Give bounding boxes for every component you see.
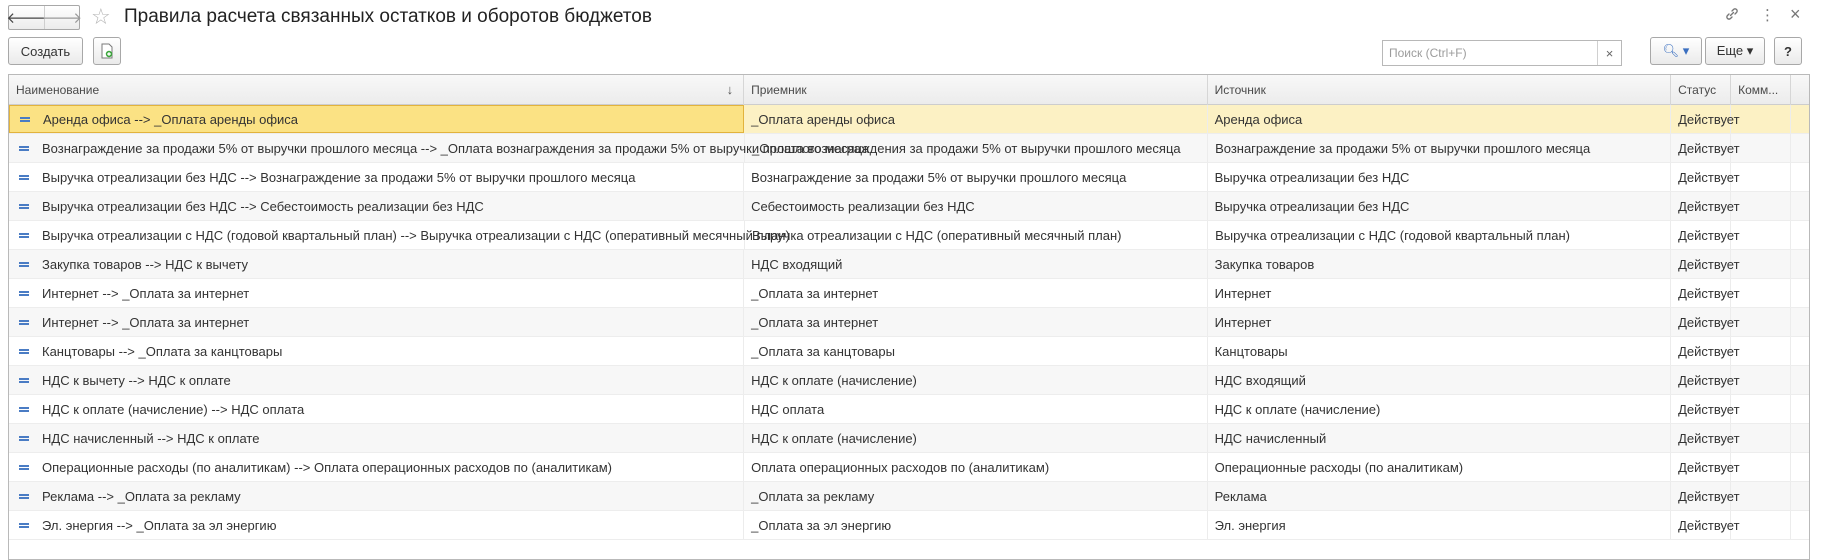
cell-filler (1791, 250, 1809, 278)
cell-status[interactable] (1671, 395, 1740, 423)
cell-name[interactable] (9, 337, 744, 365)
cell-source-text: Интернет (1214, 314, 1272, 330)
cell-status[interactable] (1671, 105, 1740, 133)
clear-search-button[interactable]: × (1597, 41, 1621, 65)
arrow-left-icon: 🡐 (6, 10, 47, 27)
cell-status[interactable] (1671, 366, 1740, 394)
cell-status-text: Действует (1678, 517, 1740, 533)
close-button[interactable]: × (1790, 4, 1801, 24)
cell-receiver-text: Вознаграждение за продажи 5% от выручки прошлого месяца (751, 169, 1127, 185)
cell-filler (1791, 395, 1809, 423)
cell-source[interactable] (1208, 163, 1671, 191)
cell-name[interactable] (9, 308, 744, 336)
cell-comment[interactable] (1731, 511, 1791, 539)
table-row[interactable] (9, 192, 1809, 221)
rules-table (8, 74, 1810, 560)
cell-status-text: Действует (1678, 256, 1740, 272)
catalog-item-icon (19, 349, 29, 354)
catalog-item-icon (20, 117, 30, 122)
cell-status-text: Действует (1678, 488, 1740, 504)
cell-receiver[interactable] (744, 279, 1207, 307)
cell-name[interactable] (9, 424, 744, 452)
catalog-item-icon (19, 146, 29, 151)
cell-filler (1791, 308, 1809, 336)
cell-receiver-text: _Оплата за интернет (751, 285, 879, 301)
cell-filler (1791, 221, 1809, 249)
cell-source[interactable] (1208, 424, 1671, 452)
catalog-item-icon (19, 233, 29, 238)
more-button[interactable]: Еще ▾ (1705, 37, 1765, 65)
cell-status[interactable] (1671, 250, 1740, 278)
cell-source-text: Закупка товаров (1214, 256, 1315, 272)
cell-receiver-text: НДС к оплате (начисление) (751, 372, 917, 388)
table-row[interactable] (9, 366, 1809, 395)
cell-comment[interactable] (1731, 105, 1791, 133)
cell-name-text: Вознаграждение за продажи 5% от выручки прошлого месяца --> _Оплата вознаграждения за продажи 5% от выручки прошлого месяца (42, 140, 870, 156)
window-title: Правила расчета связанных остатков и оборотов бюджетов (124, 6, 652, 27)
cell-receiver[interactable] (744, 105, 1207, 133)
cell-name-text: Аренда офиса --> _Оплата аренды офиса (43, 111, 299, 127)
table-row[interactable] (9, 221, 1809, 250)
cell-source-text: Реклама (1214, 488, 1267, 504)
cell-source[interactable] (1208, 279, 1671, 307)
table-row[interactable] (9, 134, 1809, 163)
cell-status[interactable] (1671, 308, 1740, 336)
cell-name-text: Интернет --> _Оплата за интернет (42, 314, 250, 330)
table-body (9, 105, 1809, 540)
table-row[interactable] (9, 453, 1809, 482)
cell-status[interactable] (1671, 279, 1740, 307)
cell-receiver[interactable] (744, 511, 1207, 539)
cell-status[interactable] (1671, 453, 1740, 481)
cell-comment[interactable] (1731, 134, 1791, 162)
cell-name-text: Эл. энергия --> _Оплата за эл энергию (42, 517, 277, 533)
cell-receiver[interactable] (744, 308, 1207, 336)
cell-receiver[interactable] (744, 192, 1207, 220)
cell-status-text: Действует (1678, 401, 1740, 417)
catalog-item-icon (19, 291, 29, 296)
cell-receiver-text: НДС входящий (751, 256, 843, 272)
catalog-item-icon (19, 523, 29, 528)
table-row[interactable] (9, 105, 1809, 134)
cell-receiver-text: _Оплата за рекламу (751, 488, 875, 504)
cell-source[interactable] (1208, 366, 1671, 394)
cell-name-text: Операционные расходы (по аналитикам) --> Оплата операционных расходов по (аналитикам) (42, 459, 612, 475)
cell-filler (1791, 511, 1809, 539)
table-row[interactable] (9, 395, 1809, 424)
cell-status-text: Действует (1678, 227, 1740, 243)
cell-comment[interactable] (1731, 192, 1791, 220)
cell-source[interactable] (1208, 511, 1671, 539)
cell-receiver-text: _Оплата за канцтовары (751, 343, 895, 359)
cell-filler (1791, 337, 1809, 365)
cell-comment[interactable] (1731, 221, 1791, 249)
cell-name-text: Выручка отреализации без НДС --> Себестоимость реализации без НДС (42, 198, 484, 214)
cell-name[interactable] (9, 163, 744, 191)
cell-name-text: Канцтовары --> _Оплата за канцтовары (42, 343, 283, 359)
search-options-button[interactable]: 🔍︎ ▾ (1650, 37, 1702, 65)
cell-receiver-text: _Оплата аренды офиса (751, 111, 896, 127)
cell-filler (1791, 134, 1809, 162)
column-header-source[interactable]: Источник (1208, 75, 1671, 105)
cell-source-text: НДС к оплате (начисление) (1214, 401, 1381, 417)
catalog-item-icon (19, 494, 29, 499)
cell-comment[interactable] (1731, 337, 1791, 365)
cell-name[interactable] (9, 279, 744, 307)
cell-filler (1791, 279, 1809, 307)
cell-receiver-text: НДС к оплате (начисление) (751, 430, 917, 446)
cell-source[interactable] (1208, 308, 1671, 336)
title-bar (0, 0, 1822, 36)
cell-receiver[interactable] (744, 395, 1207, 423)
cell-source-text: Аренда офиса (1214, 111, 1303, 127)
table-row[interactable] (9, 308, 1809, 337)
catalog-item-icon (19, 378, 29, 383)
cell-receiver[interactable] (744, 337, 1207, 365)
search-input[interactable] (1383, 41, 1597, 65)
catalog-item-icon (19, 262, 29, 267)
cell-comment[interactable] (1731, 482, 1791, 510)
cell-source[interactable] (1208, 192, 1671, 220)
cell-status[interactable] (1671, 337, 1740, 365)
cell-source-text: Выручка отреализации с НДС (годовой квартальный план) (1215, 227, 1570, 243)
column-header-receiver[interactable]: Приемник (744, 75, 1207, 105)
cell-source-text: НДС входящий (1214, 372, 1306, 388)
back-button[interactable] (6, 6, 47, 29)
cell-name[interactable] (9, 511, 744, 539)
cell-source-text: Интернет (1214, 285, 1272, 301)
cell-name-text: Выручка отреализации с НДС (годовой квартальный план) --> Выручка отреализации с НДС (оперативный месячный план) (42, 227, 790, 243)
cell-filler (1791, 192, 1809, 220)
cell-receiver[interactable] (744, 163, 1207, 191)
cell-filler (1791, 424, 1809, 452)
link-icon[interactable] (1724, 6, 1740, 28)
cell-source[interactable] (1208, 482, 1671, 510)
cell-receiver-text: _Оплата за интернет (751, 314, 879, 330)
cell-status[interactable] (1671, 221, 1740, 249)
cell-name[interactable] (9, 221, 790, 249)
cell-source-text: Выручка отреализации без НДС (1214, 169, 1410, 185)
cell-source[interactable] (1208, 134, 1671, 162)
cell-source[interactable] (1208, 105, 1671, 133)
document-add-icon (100, 43, 114, 59)
cell-name[interactable] (9, 250, 744, 278)
cell-status-text: Действует (1678, 140, 1740, 156)
cell-status-text: Действует (1678, 430, 1740, 446)
cell-comment[interactable] (1731, 424, 1791, 452)
column-header-status[interactable]: Статус (1671, 75, 1731, 105)
cell-receiver[interactable] (744, 453, 1207, 481)
cell-status-text: Действует (1678, 198, 1740, 214)
column-header-filler (1791, 75, 1809, 105)
help-button[interactable]: ? (1774, 37, 1802, 65)
cell-comment[interactable] (1731, 250, 1791, 278)
cell-source[interactable] (1208, 395, 1671, 423)
cell-receiver-text: _Оплата за эл энергию (751, 517, 892, 533)
table-row[interactable] (9, 424, 1809, 453)
toolbar (0, 37, 1822, 71)
cell-source[interactable] (1208, 250, 1671, 278)
catalog-item-icon (19, 436, 29, 441)
cell-source-text: Операционные расходы (по аналитикам) (1214, 459, 1464, 475)
cell-status-text: Действует (1678, 285, 1740, 301)
star-icon[interactable]: ☆ (91, 4, 111, 29)
cell-comment[interactable] (1731, 453, 1791, 481)
cell-name[interactable] (9, 192, 744, 220)
cell-status-text: Действует (1678, 111, 1740, 127)
cell-receiver-text: НДС оплата (751, 401, 825, 417)
cell-status-text: Действует (1678, 314, 1740, 330)
cell-name[interactable] (9, 134, 870, 162)
cell-status[interactable] (1671, 482, 1740, 510)
cell-status-text: Действует (1678, 372, 1740, 388)
cell-source[interactable] (1208, 337, 1671, 365)
cell-name-text: Выручка отреализации без НДС --> Вознаграждение за продажи 5% от выручки прошлого месяца (42, 169, 636, 185)
cell-source-text: Эл. энергия (1214, 517, 1286, 533)
cell-receiver[interactable] (744, 424, 1207, 452)
cell-receiver[interactable] (744, 366, 1207, 394)
cell-status-text: Действует (1678, 459, 1740, 475)
cell-status-text: Действует (1678, 169, 1740, 185)
cell-receiver[interactable] (744, 250, 1207, 278)
cell-comment[interactable] (1731, 308, 1791, 336)
cell-filler (1791, 366, 1809, 394)
cell-name-text: НДС к вычету --> НДС к оплате (42, 372, 231, 388)
sort-descending-icon: ↓ (726, 82, 734, 97)
cell-receiver-text: _Оплата вознаграждения за продажи 5% от выручки прошлого месяца (752, 140, 1181, 156)
table-row[interactable] (9, 279, 1809, 308)
catalog-item-icon (19, 175, 29, 180)
table-row[interactable] (9, 250, 1809, 279)
cell-name-text: НДС к оплате (начисление) --> НДС оплата (42, 401, 305, 417)
table-row[interactable] (9, 163, 1809, 192)
cell-receiver[interactable] (745, 221, 1208, 249)
cell-filler (1791, 163, 1809, 191)
create-button[interactable]: Создать (8, 37, 83, 65)
cell-comment[interactable] (1731, 395, 1791, 423)
column-header-comment[interactable]: Комм... (1731, 75, 1791, 105)
cell-status[interactable] (1671, 511, 1740, 539)
cell-status[interactable] (1671, 192, 1740, 220)
cell-receiver-text: Себестоимость реализации без НДС (751, 198, 975, 214)
cell-source-text: Вознаграждение за продажи 5% от выручки прошлого месяца (1215, 140, 1591, 156)
cell-name-text: Закупка товаров --> НДС к вычету (42, 256, 249, 272)
cell-comment[interactable] (1731, 163, 1791, 191)
cell-comment[interactable] (1731, 279, 1791, 307)
catalog-item-icon (19, 407, 29, 412)
cell-name[interactable] (9, 366, 744, 394)
search-box (1382, 40, 1622, 66)
cell-name[interactable] (9, 395, 744, 423)
cell-comment[interactable] (1731, 366, 1791, 394)
cell-source[interactable] (1208, 453, 1671, 481)
cell-name-text: НДС начисленный --> НДС к оплате (42, 430, 260, 446)
forward-button[interactable] (41, 6, 83, 29)
cell-filler (1791, 105, 1809, 133)
cell-filler (1791, 453, 1809, 481)
cell-source-text: НДС начисленный (1214, 430, 1327, 446)
catalog-item-icon (19, 465, 29, 470)
cell-filler (1791, 482, 1809, 510)
cell-status[interactable] (1671, 163, 1740, 191)
catalog-item-icon (19, 204, 29, 209)
cell-name-text: Реклама --> _Оплата за рекламу (42, 488, 241, 504)
kebab-icon[interactable]: ⋮ (1760, 7, 1775, 24)
add-copy-button[interactable] (93, 37, 121, 65)
column-header-name[interactable]: Наименование ↓ (9, 75, 744, 105)
cell-name[interactable] (9, 105, 744, 133)
table-row[interactable] (9, 482, 1809, 511)
catalog-item-icon (19, 320, 29, 325)
cell-source-text: Выручка отреализации без НДС (1214, 198, 1410, 214)
cell-source-text: Канцтовары (1214, 343, 1288, 359)
navigation-buttons (6, 5, 83, 30)
cell-receiver[interactable] (744, 482, 1207, 510)
cell-name-text: Интернет --> _Оплата за интернет (42, 285, 250, 301)
cell-status-text: Действует (1678, 343, 1740, 359)
cell-name[interactable] (9, 453, 744, 481)
cell-receiver[interactable] (745, 134, 1208, 162)
table-header (9, 75, 1809, 105)
arrow-right-icon: 🡒 (41, 10, 83, 27)
cell-source[interactable] (1208, 221, 1671, 249)
cell-status[interactable] (1671, 424, 1740, 452)
cell-status[interactable] (1671, 134, 1740, 162)
table-row[interactable] (9, 337, 1809, 366)
table-row[interactable] (9, 511, 1809, 540)
cell-receiver-text: Выручка отреализации с НДС (оперативный месячный план) (752, 227, 1122, 243)
cell-receiver-text: Оплата операционных расходов по (аналитикам) (751, 459, 1050, 475)
cell-name[interactable] (9, 482, 744, 510)
